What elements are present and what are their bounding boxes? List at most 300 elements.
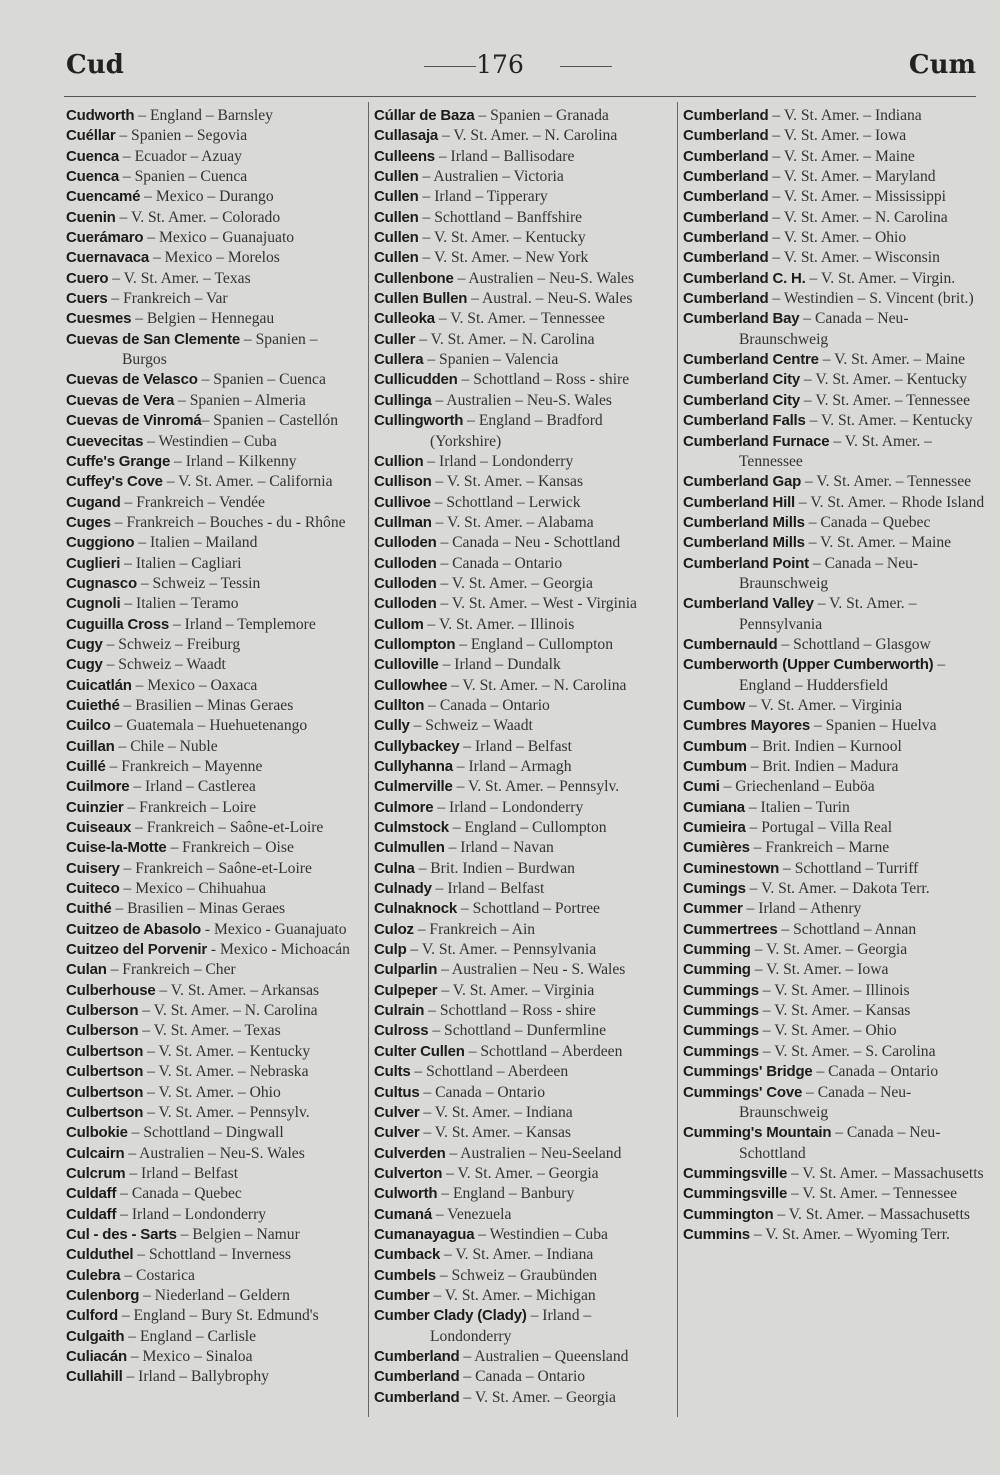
entry-location: – V. St. Amer. – Maine	[804, 534, 952, 552]
entry-place-name: Culp	[374, 941, 407, 959]
entry-location: – Irland – Belfast	[459, 737, 572, 755]
entry-location: – V. St. Amer. – Indiana	[419, 1103, 573, 1121]
entry-location: – Niederland – Geldern	[139, 1286, 290, 1304]
entry-place-name: Cugand	[66, 493, 121, 511]
gazetteer-entry	[374, 370, 674, 390]
entry-location: – V. St. Amer. – Wisconsin	[768, 249, 940, 267]
entry-location: – Irland – Londonderry	[433, 798, 584, 816]
entry-location: – Costarica	[120, 1266, 195, 1284]
entry-location: – V. St. Amer. – Pennsylv.	[143, 1103, 310, 1121]
gazetteer-entry	[66, 533, 364, 553]
gazetteer-entry	[374, 1306, 674, 1347]
gazetteer-entry	[683, 187, 983, 207]
entry-place-name: Cuers	[66, 290, 108, 308]
gazetteer-entry	[66, 1042, 364, 1062]
gazetteer-entry	[374, 798, 674, 818]
gazetteer-entry	[374, 879, 674, 899]
gazetteer-entry	[683, 126, 983, 146]
entry-place-name: Cuffe's Grange	[66, 452, 171, 470]
gazetteer-entry	[66, 452, 364, 472]
entry-place-name: Cuerámaro	[66, 229, 144, 247]
gazetteer-entry	[66, 147, 364, 167]
entry-location: – V. St. Amer. – Kentucky	[800, 371, 968, 389]
gazetteer-entry	[66, 554, 364, 574]
gazetteer-entry	[66, 1144, 364, 1164]
entry-place-name: Cumbum	[683, 758, 747, 775]
entry-location: – V. St. Amer. – Virgin.	[805, 269, 956, 287]
entry-place-name: Cullen	[374, 188, 419, 206]
entry-location: – V. St. Amer. – Kansas	[758, 1002, 911, 1020]
entry-location: – England – Cullompton	[455, 635, 613, 653]
entry-location: – Irland – Ballybrophy	[122, 1368, 269, 1386]
entry-location: - Mexico - Guanajuato	[201, 920, 347, 938]
entry-location: – England – Cullompton	[448, 819, 607, 837]
entry-location: – Australien – Neu-Seeland	[445, 1144, 622, 1162]
entry-place-name: Cuevas de San Clemente	[66, 330, 241, 348]
gazetteer-entry	[683, 859, 983, 879]
entry-place-name: Cumberland Mills	[683, 534, 805, 552]
gazetteer-entry	[66, 655, 364, 675]
entry-location: – Irland – Belfast	[125, 1164, 239, 1182]
gazetteer-entry	[683, 370, 983, 390]
gazetteer-entry	[66, 696, 364, 716]
entry-location: – Canada – Neu-Braunschweig	[739, 310, 909, 348]
gazetteer-entry	[66, 1367, 364, 1387]
entry-place-name: Culparlin	[374, 961, 438, 979]
gazetteer-entry	[66, 432, 364, 452]
entry-place-name: Cumbow	[683, 696, 746, 714]
entry-place-name: Culworth	[374, 1185, 438, 1203]
entry-place-name: Cuise-la-Motte	[66, 839, 167, 857]
entry-location: – Frankreich – Cher	[106, 961, 236, 979]
entry-location: – Mexico – Chihuahua	[119, 880, 266, 898]
column-divider	[677, 102, 678, 1417]
entry-location: – Irland – Londonderry	[423, 452, 574, 470]
gazetteer-entry	[683, 533, 983, 553]
gazetteer-entry	[66, 167, 364, 187]
entry-place-name: Cugy	[66, 635, 103, 653]
gazetteer-entry	[66, 899, 364, 919]
entry-place-name: Cumberland	[683, 168, 769, 186]
entry-place-name: Cumberworth (Upper Cumberworth)	[683, 656, 934, 674]
entry-place-name: Cuernavaca	[66, 249, 150, 267]
entry-place-name: Culmerville	[374, 778, 453, 796]
entry-location: – Canada – Neu-Braunschweig	[739, 1083, 912, 1121]
gazetteer-entry	[66, 818, 364, 838]
entry-place-name: Culebra	[66, 1266, 121, 1284]
entry-place-name: Cummings	[683, 1002, 759, 1020]
entry-location: – Schottland – Dingwall	[127, 1124, 284, 1142]
entry-place-name: Cumiana	[683, 798, 745, 816]
entry-location: – Spanien – Burgos	[122, 330, 318, 369]
gazetteer-entry	[374, 269, 674, 289]
gazetteer-entry	[374, 716, 674, 736]
gazetteer-entry	[374, 330, 674, 350]
gazetteer-entry	[374, 391, 674, 411]
entry-location: – V. St. Amer. – Nebraska	[143, 1063, 309, 1081]
entry-place-name: Cummings	[683, 1042, 759, 1060]
entry-location: – England – Barnsley	[134, 107, 273, 124]
entry-location: – V. St. Amer. – Indiana	[768, 107, 922, 124]
entry-place-name: Cumbels	[374, 1266, 436, 1284]
entry-location: – V. St. Amer. – Kansas	[419, 1124, 571, 1142]
entry-place-name: Culoz	[374, 920, 414, 938]
gazetteer-entry	[374, 147, 674, 167]
entry-place-name: Cumberland Bay	[683, 310, 800, 328]
gazetteer-entry	[683, 167, 983, 187]
entry-location: – Westindien – Cuba	[143, 432, 277, 450]
gazetteer-entry	[66, 960, 364, 980]
entry-place-name: Cuilmore	[66, 778, 130, 796]
entry-location: – V. St. Amer. – Ohio	[143, 1083, 281, 1101]
gazetteer-entry	[683, 1205, 983, 1225]
gazetteer-entry	[374, 859, 674, 879]
entry-place-name: Cugnasco	[66, 574, 137, 592]
entry-place-name: Cummings' Cove	[683, 1083, 803, 1101]
entry-location: – V. St. Amer. – Tennessee	[434, 310, 605, 328]
entry-place-name: Culmore	[374, 798, 434, 816]
gazetteer-entry	[66, 635, 364, 655]
entry-place-name: Culenborg	[66, 1286, 140, 1304]
gazetteer-entry	[66, 1103, 364, 1123]
gazetteer-entry	[683, 879, 983, 899]
gazetteer-entry	[374, 818, 674, 838]
entry-place-name: Culloden	[374, 574, 437, 592]
gazetteer-entry	[66, 187, 364, 207]
entry-location: – Guatemala – Huehuetenango	[110, 717, 308, 735]
entry-place-name: Culler	[374, 330, 416, 348]
entry-place-name: Culver	[374, 1103, 420, 1121]
gazetteer-entry	[374, 1123, 674, 1143]
entry-location: – England – Huddersfield	[739, 656, 946, 694]
gazetteer-entry	[374, 1367, 674, 1387]
entry-location: – Schottland – Annan	[777, 920, 917, 938]
gazetteer-entry	[374, 126, 674, 146]
entry-place-name: Cumbernauld	[683, 635, 778, 653]
gazetteer-entry	[683, 737, 983, 757]
gazetteer-entry	[66, 1286, 364, 1306]
entry-location: – V. St. Amer. – Illinois	[423, 615, 575, 633]
gazetteer-entry	[374, 1266, 674, 1286]
entry-place-name: Culnaknock	[374, 900, 458, 918]
entry-place-name: Cumanayagua	[374, 1225, 475, 1243]
entry-location: – Frankreich – Marne	[749, 839, 890, 857]
entry-location: – Schottland – Glasgow	[777, 635, 931, 653]
entry-location: – V. St. Amer. – Ohio	[758, 1022, 897, 1040]
entry-place-name: Cullowhee	[374, 676, 448, 694]
entry-place-name: Cumberland Hill	[683, 493, 796, 511]
entry-location: – V. St. Amer. – Georgia	[436, 574, 593, 592]
entry-place-name: Cumber Clady (Clady)	[374, 1307, 527, 1325]
entry-place-name: Cumming	[683, 941, 751, 959]
gazetteer-entry	[66, 1266, 364, 1286]
gazetteer-entry	[66, 309, 364, 329]
entry-place-name: Culleoka	[374, 310, 435, 328]
entry-place-name: Cuevecitas	[66, 432, 144, 450]
entry-place-name: Cumberland	[683, 188, 769, 206]
entry-location: – Canada – Neu-Braunschweig	[739, 554, 919, 592]
entry-place-name: Culiacán	[66, 1347, 127, 1365]
gazetteer-entry	[374, 452, 674, 472]
gazetteer-entry	[66, 594, 364, 614]
entry-place-name: Culcairn	[66, 1144, 125, 1162]
gazetteer-entry	[374, 228, 674, 248]
gazetteer-entry	[683, 309, 983, 350]
gazetteer-entry	[66, 757, 364, 777]
entry-place-name: Cuisery	[66, 859, 120, 877]
entry-place-name: Culnady	[374, 880, 432, 898]
entry-location: – V. St. Amer. – Pennsylvania	[739, 595, 917, 633]
gazetteer-entry	[374, 635, 674, 655]
gazetteer-entry	[374, 289, 674, 309]
gazetteer-entry	[683, 940, 983, 960]
entry-place-name: Cumberland	[683, 229, 769, 247]
entry-location: – V. St. Amer. – Iowa	[750, 961, 889, 979]
entry-place-name: Cullen	[374, 249, 419, 267]
gazetteer-entry	[374, 1184, 674, 1204]
gazetteer-entry	[66, 208, 364, 228]
entry-location: – V. St. Amer. – N. Carolina	[415, 330, 595, 348]
entry-location: – V. St. Amer. – Tennessee	[800, 391, 971, 409]
entry-location: – Schottland – Aberdeen	[464, 1042, 623, 1060]
entry-place-name: Cuggiono	[66, 534, 135, 552]
entry-place-name: Cullen	[374, 229, 419, 247]
entry-place-name: Culloden	[374, 554, 437, 572]
entry-location: – V. St. Amer. – West - Virginia	[436, 595, 637, 613]
gazetteer-entry	[683, 655, 983, 696]
gazetteer-entry	[66, 228, 364, 248]
entry-place-name: Culmullen	[374, 839, 445, 857]
entry-location: – Italien – Mailand	[134, 534, 258, 552]
entry-location: – V. St. Amer. – Wyoming Terr.	[749, 1225, 950, 1243]
header-rule	[64, 96, 976, 97]
entry-place-name: Cullasaja	[374, 127, 439, 145]
gazetteer-entry	[683, 1001, 983, 1021]
gazetteer-entry	[683, 350, 983, 370]
gazetteer-entry	[66, 1347, 364, 1367]
gazetteer-entry	[66, 1164, 364, 1184]
gazetteer-entry	[374, 1286, 674, 1306]
entry-place-name: Cummer	[683, 900, 743, 918]
gazetteer-entry	[683, 228, 983, 248]
entry-location: – Brasilien – Minas Geraes	[119, 696, 294, 714]
entry-place-name: Cultus	[374, 1083, 420, 1101]
entry-location: – Schottland – Aberdeen	[410, 1063, 569, 1081]
gazetteer-entry	[66, 1327, 364, 1347]
entry-location: – Irland – Londonderry	[430, 1307, 592, 1345]
entry-location: – England – Carlisle	[124, 1327, 257, 1345]
gazetteer-entry	[683, 899, 983, 919]
entry-location: - Mexico - Michoacán	[207, 941, 350, 959]
entry-place-name: Culloden	[374, 534, 437, 552]
entry-place-name: Cumberland City	[683, 371, 801, 389]
gazetteer-entry	[374, 1083, 674, 1103]
entry-location: – Belgien – Hennegau	[131, 310, 275, 328]
gazetteer-entry	[66, 1062, 364, 1082]
entry-place-name: Cuero	[66, 269, 109, 287]
gazetteer-entry	[374, 1388, 674, 1408]
entry-location: – Canada – Ontario	[436, 554, 563, 572]
entry-location: – V. St. Amer. – Texas	[138, 1022, 281, 1040]
header-dash-right	[560, 66, 612, 67]
gazetteer-entry	[374, 981, 674, 1001]
gazetteer-entry	[683, 472, 983, 492]
entry-location: – V. St. Amer. – Tennessee	[787, 1185, 958, 1203]
entry-location: – V. St. Amer. – Rhode Island	[795, 493, 985, 511]
entry-location: – Schottland – Lerwick	[430, 493, 581, 511]
entry-location: – Spanien – Cuenca	[119, 168, 248, 186]
entry-location: – Irland – Athenry	[742, 900, 862, 918]
entry-location: – Brit. Indien – Madura	[746, 758, 899, 775]
entry-place-name: Cuitzeo del Porvenir	[66, 941, 208, 959]
entry-place-name: Cullicudden	[374, 371, 458, 389]
entry-place-name: Cullman	[374, 513, 432, 531]
gazetteer-entry	[683, 1164, 983, 1184]
entry-place-name: Culverton	[374, 1164, 443, 1182]
entry-location: – Canada – Ontario	[459, 1368, 586, 1386]
gazetteer-entry	[683, 757, 983, 777]
gazetteer-entry	[683, 798, 983, 818]
gazetteer-entry	[683, 716, 983, 736]
entry-place-name: Cuillé	[66, 758, 106, 775]
entry-place-name: Cuenin	[66, 208, 116, 226]
gazetteer-entry	[374, 1164, 674, 1184]
gazetteer-entry	[374, 350, 674, 370]
entry-place-name: Cullton	[374, 696, 425, 714]
gazetteer-entry	[683, 248, 983, 268]
entry-location: – Brasilien – Minas Geraes	[111, 900, 286, 918]
entry-place-name: Cuiseaux	[66, 819, 132, 837]
gazetteer-entry	[66, 513, 364, 533]
gazetteer-entry	[374, 777, 674, 797]
entry-location: – Westindien – Cuba	[474, 1225, 608, 1243]
entry-location: – Irland – Belfast	[431, 880, 545, 898]
column-3	[683, 106, 983, 1245]
gazetteer-entry	[66, 940, 364, 960]
entry-location: – Schweiz – Tessin	[136, 574, 261, 592]
entry-place-name: Cullison	[374, 473, 432, 491]
entry-place-name: Cumberland	[683, 127, 769, 145]
entry-location: – Canada – Ontario	[812, 1063, 939, 1081]
entry-location: – V. St. Amer. – Michigan	[429, 1286, 596, 1304]
entry-place-name: Cumberland City	[683, 391, 801, 409]
entry-location: – V. St. Amer. – Kentucky	[418, 229, 586, 247]
gazetteer-entry	[683, 1062, 983, 1082]
entry-place-name: Cullen	[374, 168, 419, 186]
entry-location: – Canada – Quebec	[804, 513, 931, 531]
entry-place-name: Cults	[374, 1063, 411, 1081]
entry-location: – Frankreich – Var	[107, 290, 228, 308]
column-divider	[368, 102, 369, 1417]
entry-place-name: Cumberland	[374, 1347, 460, 1365]
entry-location: – Irland – Londonderry	[116, 1205, 267, 1223]
gazetteer-entry	[683, 106, 983, 126]
entry-location: – Mexico – Oaxaca	[131, 676, 258, 694]
entry-place-name: Culver	[374, 1124, 420, 1142]
entry-location: – V. St. Amer. – New York	[418, 249, 589, 267]
gazetteer-entry	[66, 289, 364, 309]
entry-place-name: Cumberland Falls	[683, 412, 806, 430]
gazetteer-entry	[66, 859, 364, 879]
entry-place-name: Cúllar de Baza	[374, 107, 475, 124]
entry-place-name: Cuilco	[66, 717, 111, 735]
entry-place-name: Cuicatlán	[66, 676, 132, 694]
entry-location: – Irland – Kilkenny	[170, 452, 297, 470]
entry-place-name: Cumberland	[683, 249, 769, 267]
entry-location: – V. St. Amer. – Tennessee	[801, 473, 972, 491]
entry-place-name: Cuevas de Velasco	[66, 371, 198, 389]
entry-location: – Frankreich – Loire	[123, 798, 257, 816]
entry-place-name: Cumberland Furnace	[683, 432, 830, 450]
entry-place-name: Culberhouse	[66, 981, 156, 999]
entry-location: – Portugal – Villa Real	[745, 819, 893, 837]
entry-location: – V. St. Amer. – Illinois	[758, 981, 910, 999]
entry-place-name: Culbertson	[66, 1083, 144, 1101]
entry-place-name: Cumback	[374, 1246, 441, 1264]
entry-location: – Schweiz – Graubünden	[435, 1266, 598, 1284]
gazetteer-entry	[66, 370, 364, 390]
gazetteer-entry	[66, 798, 364, 818]
gazetteer-entry	[374, 533, 674, 553]
gazetteer-entry	[683, 554, 983, 595]
entry-location: – Schweiz – Freiburg	[102, 635, 241, 653]
entry-location: – Chile – Nuble	[114, 737, 218, 755]
entry-place-name: Cuenca	[66, 168, 119, 186]
gazetteer-entry	[66, 493, 364, 513]
entry-location: – Canada – Neu - Schottland	[436, 534, 621, 552]
gazetteer-entry	[374, 1021, 674, 1041]
gazetteer-entry	[374, 493, 674, 513]
gazetteer-entry	[683, 594, 983, 635]
entry-location: – V. St. Amer. – Virginia	[745, 696, 903, 714]
gazetteer-entry	[683, 147, 983, 167]
header-right-keyword: Cum	[908, 50, 976, 80]
entry-place-name: Culloville	[374, 656, 439, 674]
entry-place-name: Cumber	[374, 1286, 430, 1304]
entry-location: – V. St. Amer. – Texas	[108, 269, 251, 287]
entry-location: – V. St. Amer. – N. Carolina	[768, 208, 948, 226]
entry-place-name: Cullion	[374, 452, 424, 470]
entry-location: – Schottland – Turriff	[779, 859, 919, 877]
entry-location: – Spanien – Granada	[474, 107, 609, 124]
entry-place-name: Cumières	[683, 839, 750, 857]
gazetteer-entry	[66, 615, 364, 635]
entry-place-name: Cullyhanna	[374, 758, 453, 775]
entry-location: – V. St. Amer. – Kentucky	[805, 412, 973, 430]
entry-location: – V. St. Amer. – S. Carolina	[758, 1042, 936, 1060]
entry-place-name: Culleens	[374, 147, 435, 165]
entry-location: – Canada – Neu-Schottland	[739, 1124, 941, 1162]
entry-location: – V. St. Amer. – Georgia	[459, 1388, 616, 1406]
column-2	[374, 106, 674, 1408]
entry-location: – Westindien – S. Vincent (brit.)	[768, 290, 974, 308]
entry-place-name: Cumberland	[683, 208, 769, 226]
entry-place-name: Culberson	[66, 1002, 139, 1020]
entry-location: – Griechenland – Euböa	[719, 778, 875, 796]
entry-place-name: Cuencamé	[66, 188, 141, 206]
entry-place-name: Cullingworth	[374, 412, 464, 430]
entry-location: – V. St. Amer. – N. Carolina	[138, 1002, 318, 1020]
entry-place-name: Cuéllar	[66, 127, 116, 145]
entry-place-name: Cumberland C. H.	[683, 269, 806, 287]
gazetteer-entry	[66, 126, 364, 146]
entry-location: – Australien – Neu-S. Wales	[431, 391, 612, 409]
entry-location: – Irland – Tipperary	[418, 188, 548, 206]
gazetteer-entry	[683, 1083, 983, 1124]
entry-place-name: Culbokie	[66, 1124, 128, 1142]
entry-place-name: Culbertson	[66, 1063, 144, 1081]
entry-place-name: Cumberland Gap	[683, 473, 802, 491]
